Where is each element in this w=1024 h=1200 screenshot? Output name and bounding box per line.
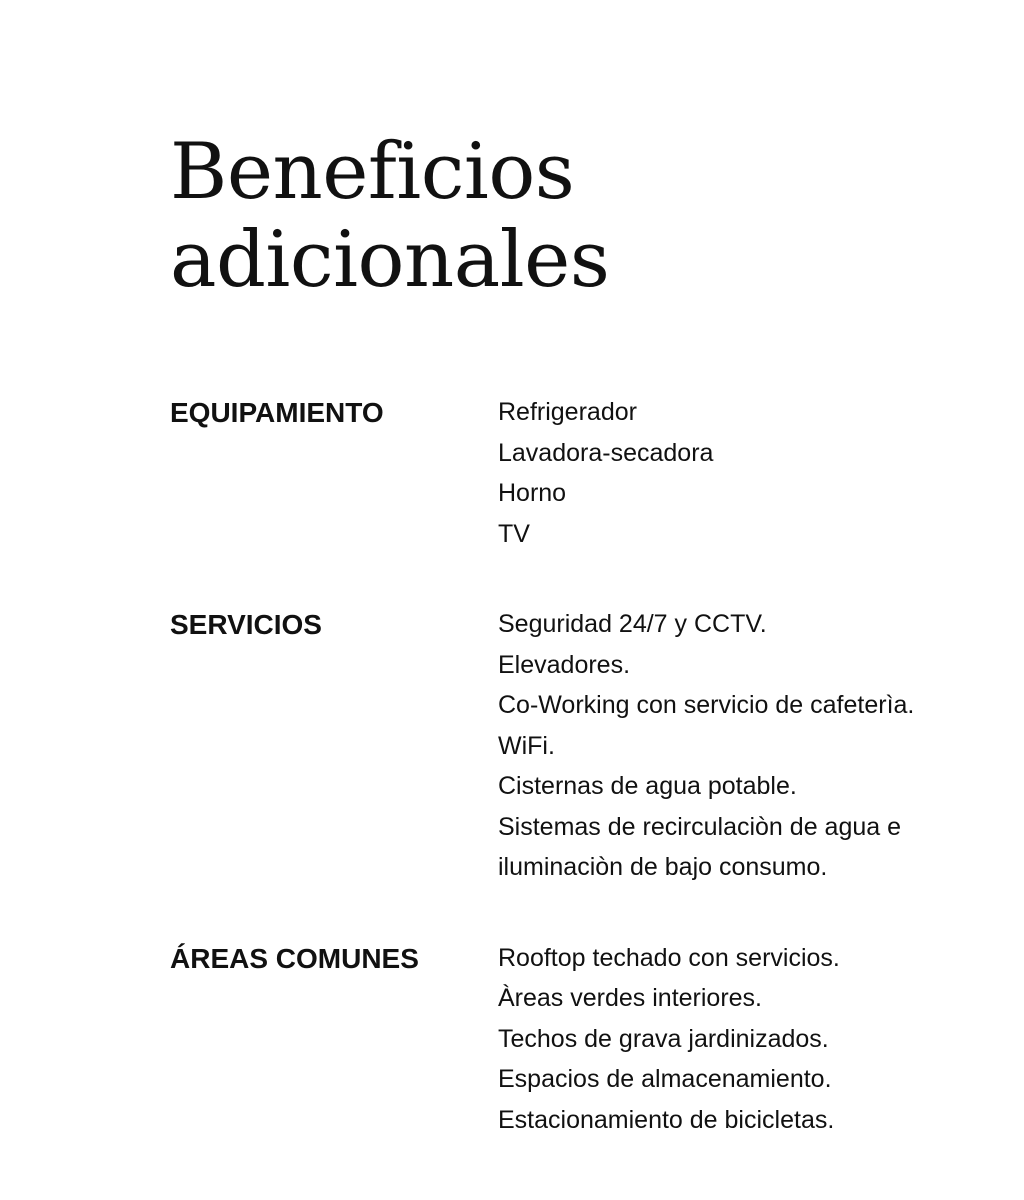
list-item: TV bbox=[498, 519, 530, 548]
section-items-servicios bbox=[498, 604, 918, 888]
section-equipamiento bbox=[170, 392, 1024, 554]
page-title bbox=[170, 128, 1024, 304]
list-item: Cisternas de agua potable. bbox=[498, 772, 797, 800]
page-title-line-2: adicionales bbox=[170, 215, 610, 305]
list-item: Àreas verdes interiores. bbox=[498, 984, 763, 1012]
section-items-areas-comunes bbox=[498, 938, 918, 1141]
list-item: Lavadora-secadora bbox=[498, 438, 714, 467]
list-item: Seguridad 24/7 y CCTV. bbox=[498, 610, 767, 638]
list-item: Co-Working con servicio de cafeterìa. bbox=[498, 691, 915, 719]
list-item: Estacionamiento de bicicletas. bbox=[498, 1105, 835, 1134]
list-item: Techos de grava jardinizados. bbox=[498, 1024, 829, 1053]
section-areas-comunes bbox=[170, 938, 1024, 1141]
list-item: Rooftop techado con servicios. bbox=[498, 943, 840, 972]
section-label-equipamiento: EQUIPAMIENTO bbox=[170, 397, 384, 428]
page-title-line-1: Beneficios bbox=[170, 127, 575, 217]
section-items-equipamiento bbox=[498, 392, 918, 554]
list-item: Horno bbox=[498, 479, 567, 507]
list-item: Elevadores. bbox=[498, 650, 631, 679]
list-item: Refrigerador bbox=[498, 398, 637, 426]
list-item: WiFi. bbox=[498, 731, 555, 760]
list-item: Sistemas de recirculaciòn de agua e iluminaciòn de bajo consumo. bbox=[498, 812, 902, 881]
section-label-servicios: SERVICIOS bbox=[170, 609, 322, 640]
section-label-areas-comunes: ÁREAS COMUNES bbox=[170, 942, 419, 974]
section-servicios bbox=[170, 604, 1024, 888]
list-item: Espacios de almacenamiento. bbox=[498, 1065, 832, 1093]
benefits-sections bbox=[170, 392, 1024, 1140]
